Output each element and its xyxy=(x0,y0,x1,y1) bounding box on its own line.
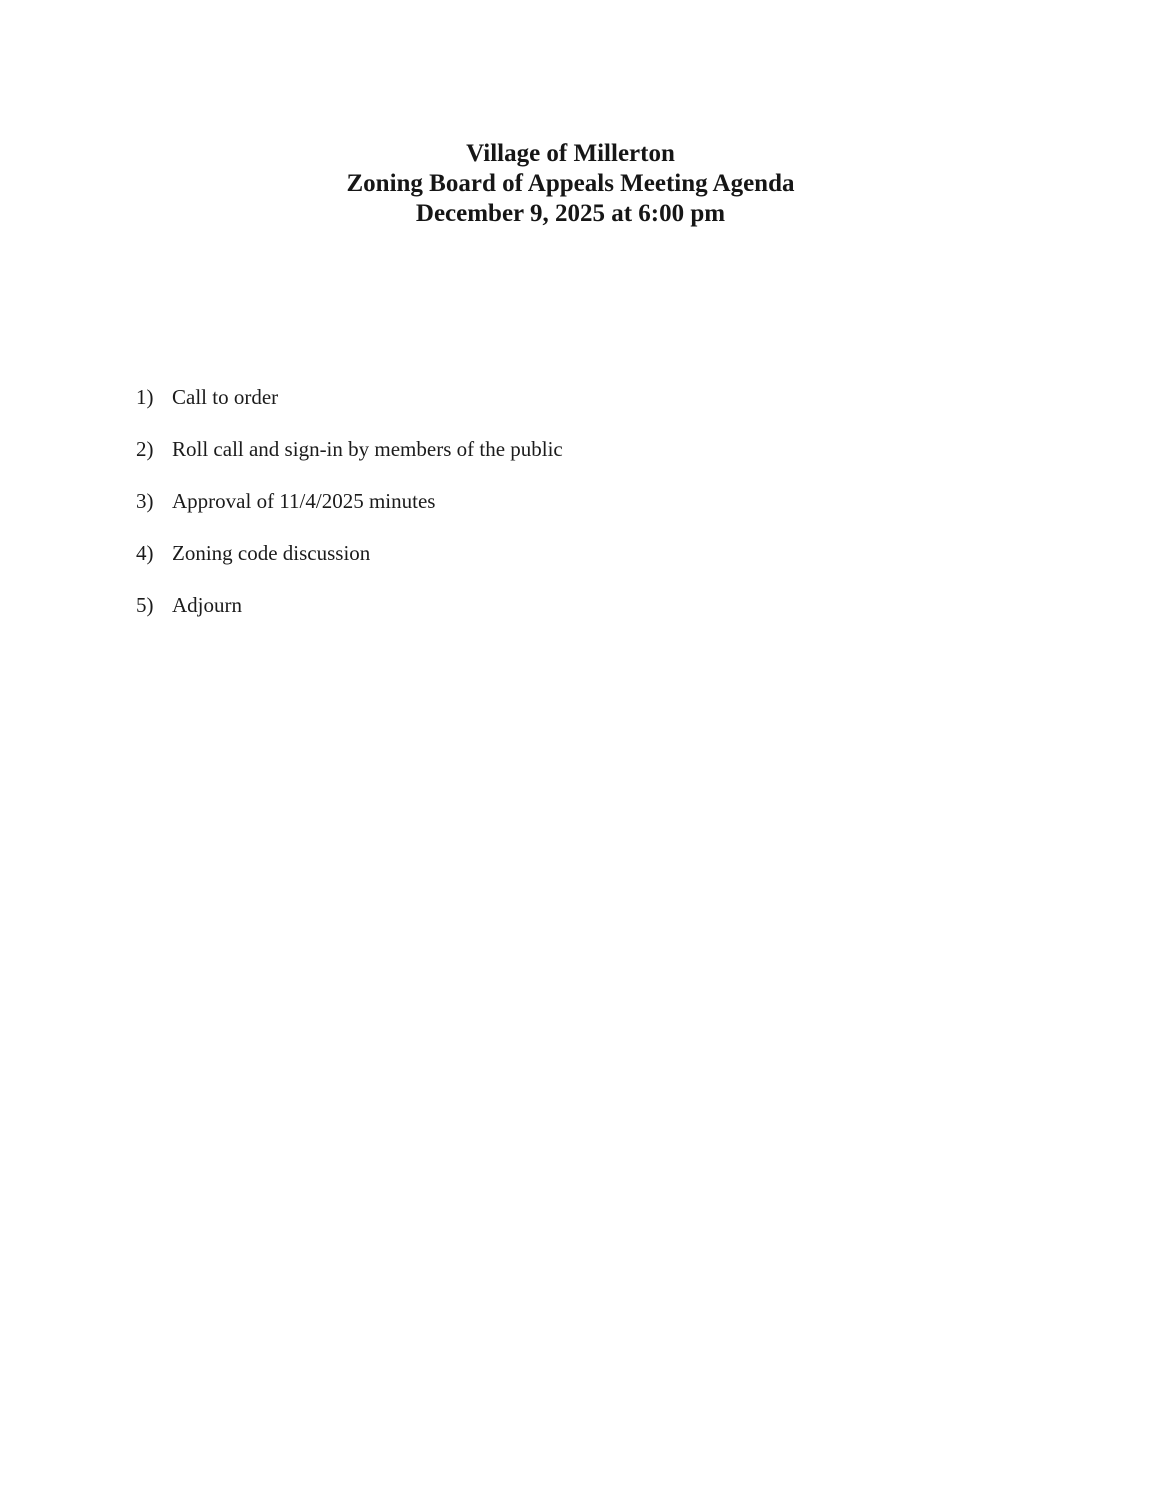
agenda-item xyxy=(136,540,1099,566)
agenda-item-text: Call to order xyxy=(172,385,279,409)
agenda-item-text: Adjourn xyxy=(172,593,242,617)
agenda-item xyxy=(136,384,1099,410)
agenda-item xyxy=(136,436,1099,462)
agenda-item-text: Approval of 11/4/2025 minutes xyxy=(172,489,436,513)
title-line-datetime: December 9, 2025 at 6:00 pm xyxy=(415,200,726,227)
document-title xyxy=(0,139,1141,229)
agenda-item-number: 2) xyxy=(136,437,154,461)
agenda-item-number: 5) xyxy=(136,593,154,617)
title-line-organization: Village of Millerton xyxy=(466,140,675,167)
title-line-meeting: Zoning Board of Appeals Meeting Agenda xyxy=(346,170,795,197)
agenda-item-text: Zoning code discussion xyxy=(172,541,371,565)
agenda-list xyxy=(136,384,1099,644)
agenda-item-number: 4) xyxy=(136,541,154,565)
agenda-item-number: 1) xyxy=(136,385,154,409)
agenda-item xyxy=(136,488,1099,514)
agenda-item-number: 3) xyxy=(136,489,154,513)
agenda-item-text: Roll call and sign-in by members of the public xyxy=(172,437,563,461)
agenda-item xyxy=(136,592,1099,618)
